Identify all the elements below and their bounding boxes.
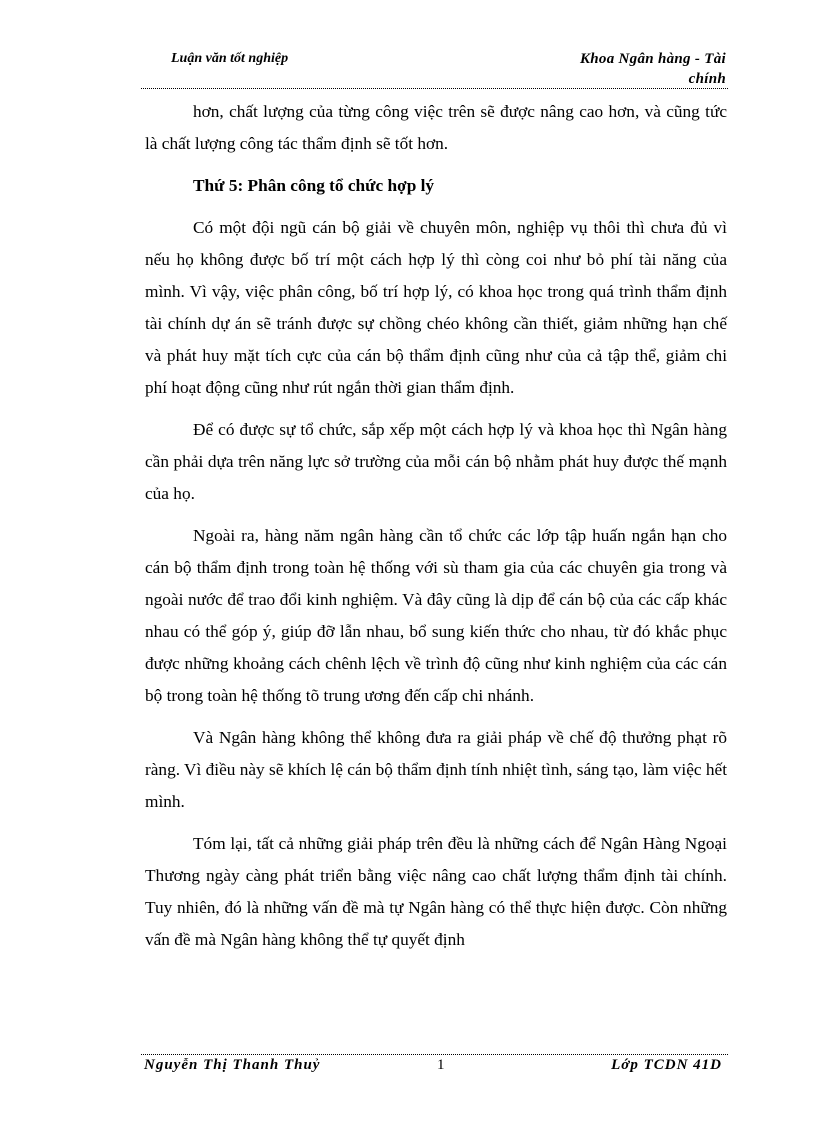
header-faculty-label: Khoa Ngân hàng - Tài chính bbox=[579, 51, 726, 87]
page-number: 1 bbox=[437, 1057, 445, 1073]
page-footer bbox=[141, 1054, 728, 1081]
paragraph: Ngoài ra, hàng năm ngân hàng cần tổ chức các lớp tập huấn ngắn hạn cho cán bộ thẩm định trong toàn hệ thống với sù tham gia của các chuyên gia trong và ngoài nước để trao đổi kinh nghiệm. Và đây cũng là dịp để cán bộ của các cấp khác nhau có thể góp ý, giúp đỡ lẫn nhau, bổ sung kiến thức cho nhau, từ đó khắc phục được những khoảng cách chênh lệch về trình độ cũng như kinh nghiệm của các cán bộ trong toàn hệ thống tõ trung ương đến cấp chi nhánh. bbox=[145, 526, 727, 705]
paragraph: Tóm lại, tất cả những giải pháp trên đều là những cách để Ngân Hàng Ngoại Thương ngày càng phát triển bằng việc nâng cao chất lượng thẩm định tài chính. Tuy nhiên, đó là những vấn đề mà tự Ngân hàng có thể thực hiện được. Còn những vấn đề mà Ngân hàng không thể tự quyết định bbox=[145, 834, 727, 949]
continuation-paragraph: hơn, chất lượng của từng công việc trên sẽ được nâng cao hơn, và cũng tức là chất lượng công tác thẩm định sẽ tốt hơn. bbox=[145, 102, 727, 153]
document-body bbox=[145, 96, 727, 966]
page-header bbox=[141, 48, 728, 89]
header-thesis-label: Luận văn tốt nghiệp bbox=[171, 51, 289, 66]
section-heading: Thứ 5: Phân công tổ chức hợp lý bbox=[193, 176, 435, 195]
paragraph: Và Ngân hàng không thể không đưa ra giải pháp về chế độ thưởng phạt rõ ràng. Vì điều này sẽ khích lệ cán bộ thẩm định tính nhiệt tình, sáng tạo, làm việc hết mình. bbox=[145, 728, 727, 811]
paragraph: Để có được sự tổ chức, sắp xếp một cách hợp lý và khoa học thì Ngân hàng cần phải dựa trên năng lực sở trường của mỗi cán bộ nhằm phát huy được thế mạnh của họ. bbox=[145, 420, 727, 503]
footer-author: Nguyễn Thị Thanh Thuỷ bbox=[144, 1057, 321, 1073]
paragraph: Có một đội ngũ cán bộ giải về chuyên môn, nghiệp vụ thôi thì chưa đủ vì nếu họ không được bố trí một cách hợp lý thì còng coi như bỏ phí tài năng của mình. Vì vậy, việc phân công, bố trí hợp lý, có khoa học trong quá trình thẩm định tài chính dự án sẽ tránh được sự chồng chéo không cần thiết, giảm những hạn chế và phát huy mặt tích cực của cán bộ thẩm định cũng như của cả tập thể, giảm chi phí hoạt động cũng như rút ngắn thời gian thẩm định. bbox=[145, 218, 727, 397]
footer-class: Lớp TCDN 41D bbox=[611, 1057, 722, 1073]
